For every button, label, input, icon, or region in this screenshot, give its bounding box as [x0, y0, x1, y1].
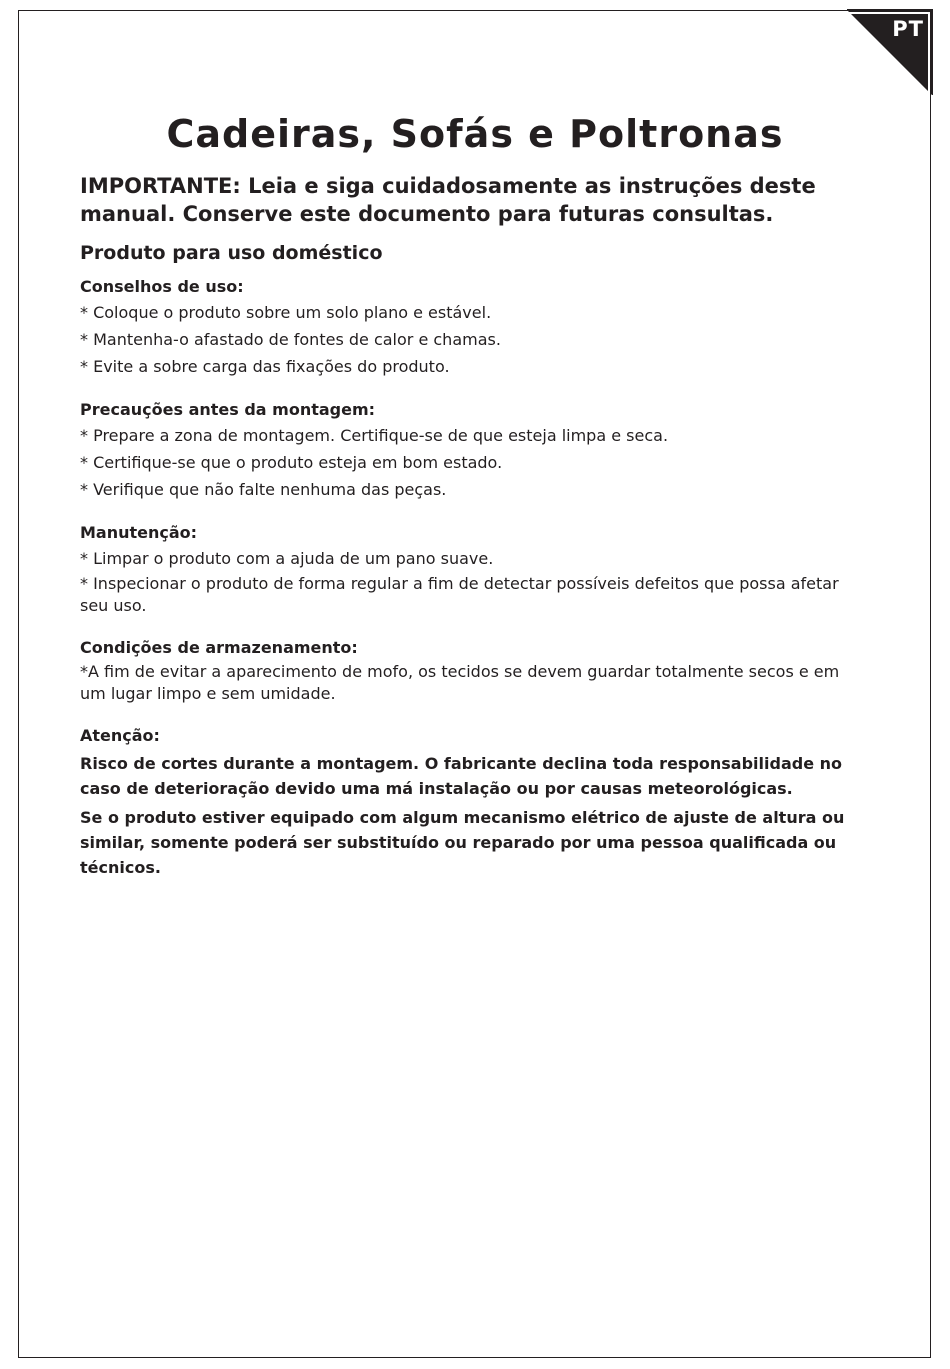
maintenance-item: * Limpar o produto com a ajuda de um pano suave.	[80, 549, 494, 568]
attention-title: Atenção:	[80, 726, 160, 745]
language-label: PT	[892, 17, 924, 41]
attention-paragraph: Risco de cortes durante a montagem. O fabricante declina toda responsabilidade no caso de deterioração devido uma má instalação ou por causas meteorológicas.	[80, 754, 843, 798]
document-body	[80, 110, 870, 880]
precautions-title: Precauções antes da montagem:	[80, 400, 376, 419]
page-title: Cadeiras, Sofás e Poltronas	[166, 112, 784, 156]
maintenance-title: Manutenção:	[80, 523, 198, 542]
usage-item: * Evite a sobre carga das fixações do produto.	[80, 357, 450, 376]
storage-text: *A fim de evitar a aparecimento de mofo, os tecidos se devem guardar totalmente secos e em um lugar limpo e sem umidade.	[80, 662, 840, 703]
product-use-heading: Produto para uso doméstico	[80, 242, 383, 264]
maintenance-item: * Inspecionar o produto de forma regular a fim de detectar possíveis defeitos que possa afetar seu uso.	[80, 574, 839, 615]
important-notice: IMPORTANTE: Leia e siga cuidadosamente as instruções deste manual. Conserve este documento para futuras consultas.	[80, 174, 816, 226]
attention-paragraph: Se o produto estiver equipado com algum mecanismo elétrico de ajuste de altura ou similar, somente poderá ser substituído ou reparado por uma pessoa qualificada ou técnicos.	[80, 808, 845, 877]
precautions-item: * Prepare a zona de montagem. Certifique-se de que esteja limpa e seca.	[80, 426, 669, 445]
usage-item: * Mantenha-o afastado de fontes de calor e chamas.	[80, 330, 501, 349]
precautions-item: * Certifique-se que o produto esteja em bom estado.	[80, 453, 503, 472]
storage-title: Condições de armazenamento:	[80, 638, 358, 657]
precautions-item: * Verifique que não falte nenhuma das peças.	[80, 480, 447, 499]
usage-title: Conselhos de uso:	[80, 277, 244, 296]
usage-item: * Coloque o produto sobre um solo plano e estável.	[80, 303, 492, 322]
